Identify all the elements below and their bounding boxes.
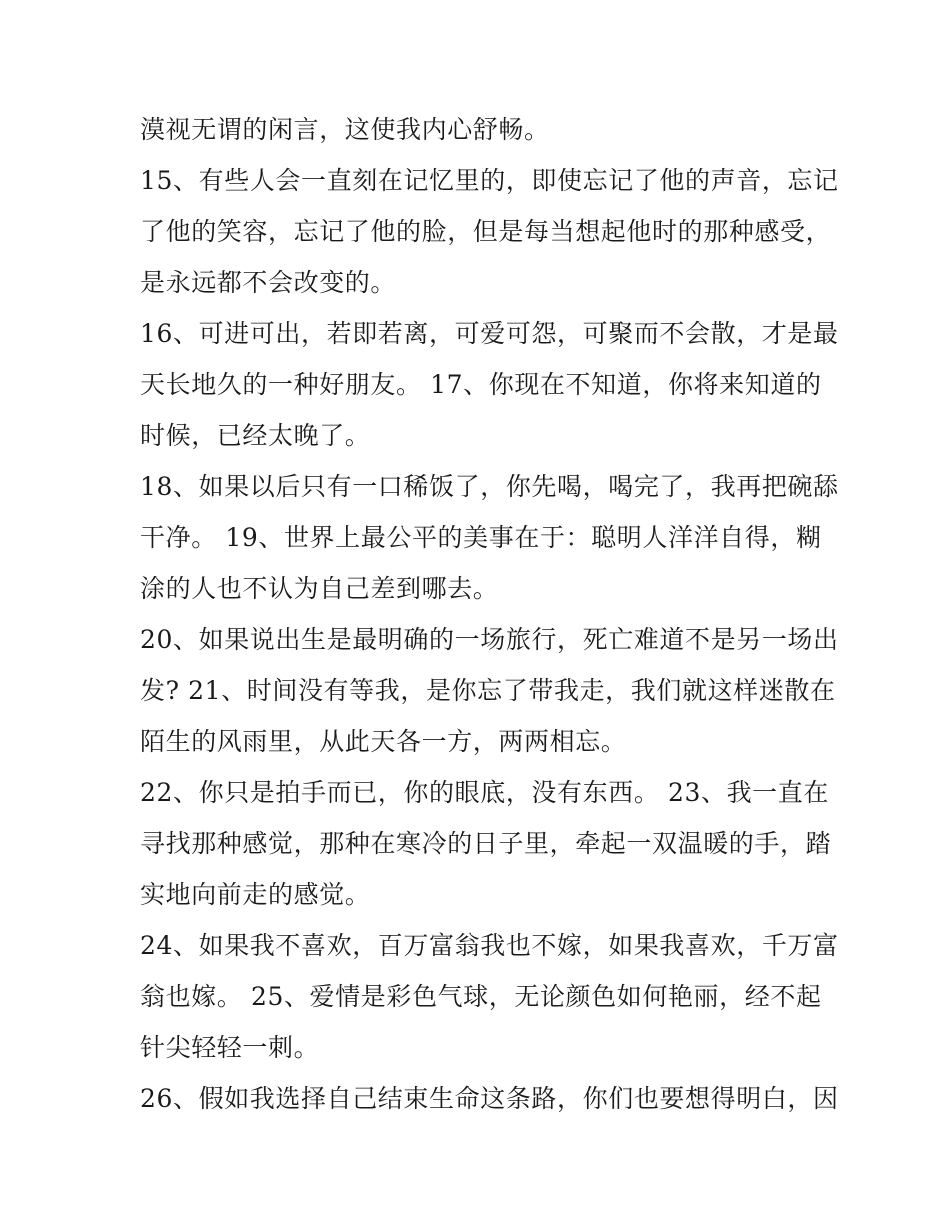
text-line: 针尖轻轻一刺。 <box>140 1033 320 1062</box>
text-line: 26、假如我选择自己结束生命这条路，你们也要想得明白，因 <box>140 1084 839 1113</box>
text-line: 24、如果我不喜欢，百万富翁我也不嫁，如果我喜欢，千万富 <box>140 931 839 960</box>
text-line: 翁也嫁。 25、爱情是彩色气球，无论颜色如何艳丽，经不起 <box>140 982 822 1011</box>
text-line: 20、如果说出生是最明确的一场旅行，死亡难道不是另一场出 <box>140 625 839 654</box>
text-line: 涂的人也不认为自己差到哪去。 <box>140 574 499 603</box>
text-line: 发? 21、时间没有等我，是你忘了带我走，我们就这样迷散在 <box>140 676 836 705</box>
text-line: 实地向前走的感觉。 <box>140 880 371 909</box>
text-line: 了他的笑容，忘记了他的脸，但是每当想起他时的那种感受， <box>140 217 832 246</box>
text-line: 漠视无谓的闲言，这使我内心舒畅。 <box>140 115 550 144</box>
text-line: 是永远都不会改变的。 <box>140 268 397 297</box>
text-line: 陌生的风雨里，从此天各一方，两两相忘。 <box>140 727 627 756</box>
text-line: 天长地久的一种好朋友。 17、你现在不知道，你将来知道的 <box>140 370 822 399</box>
text-line: 寻找那种感觉，那种在寒冷的日子里，牵起一双温暖的手，踏 <box>140 829 832 858</box>
text-line: 干净。 19、世界上最公平的美事在于：聪明人洋洋自得，糊 <box>140 523 822 552</box>
text-line: 15、有些人会一直刻在记忆里的，即使忘记了他的声音，忘记 <box>140 166 839 195</box>
text-line: 16、可进可出，若即若离，可爱可怨，可聚而不会散，才是最 <box>140 319 839 348</box>
text-line: 18、如果以后只有一口稀饭了，你先喝，喝完了，我再把碗舔 <box>140 472 839 501</box>
text-line: 时候，已经太晚了。 <box>140 421 371 450</box>
text-line: 22、你只是拍手而已，你的眼底，没有东西。 23、我一直在 <box>140 778 829 807</box>
